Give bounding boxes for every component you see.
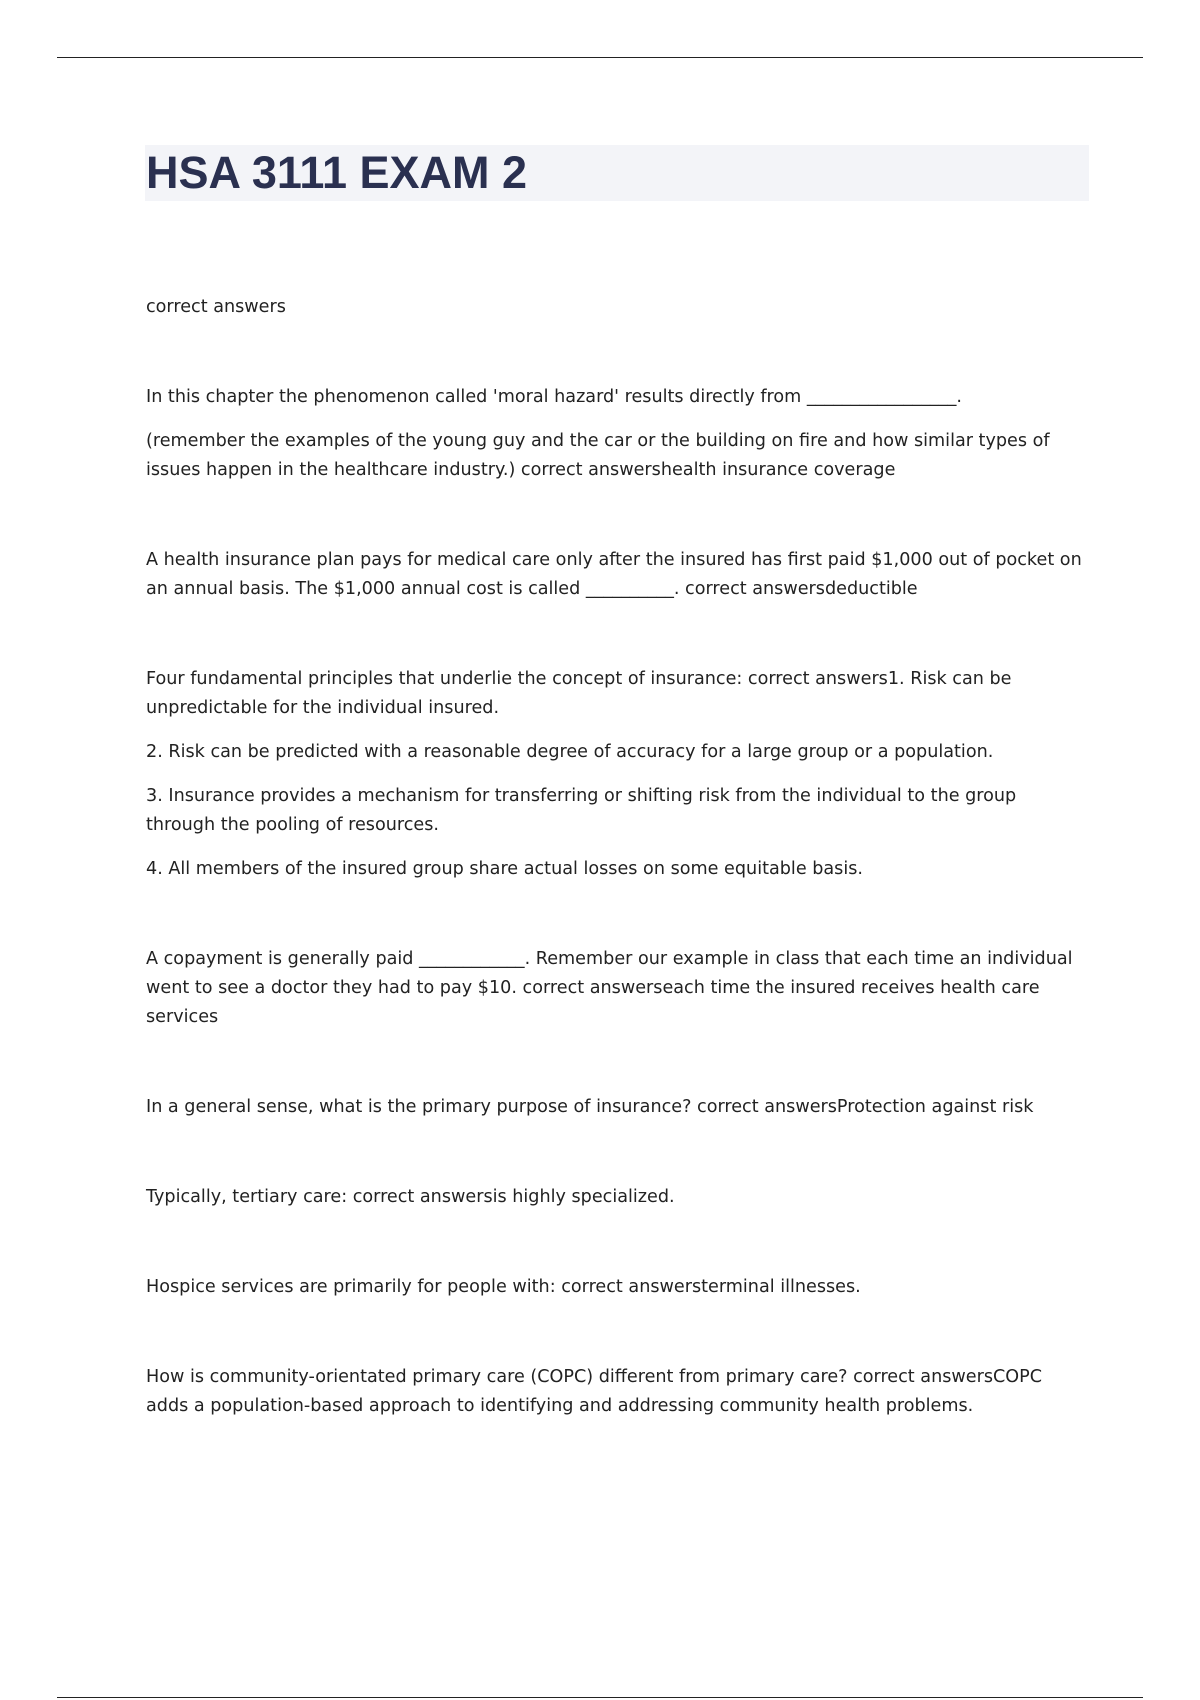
qa-question: Four fundamental principles that underlie the concept of insurance: correct answers1. Risk can be unpredictable for the individual insured.	[146, 669, 1012, 718]
qa-question: A copayment is generally paid ____________. Remember our example in class that each time an individual went to see a doctor they had to pay $10. correct answerseach time the insured receives health care services	[146, 949, 1073, 1027]
qa-item-insurance-principles	[146, 665, 1086, 884]
bottom-rule	[57, 1697, 1143, 1698]
qa-question: In a general sense, what is the primary purpose of insurance? correct answersProtection against risk	[146, 1097, 1034, 1117]
qa-item-deductible	[146, 546, 1086, 604]
qa-question: Typically, tertiary care: correct answersis highly specialized.	[146, 1187, 675, 1207]
qa-principle-2: 2. Risk can be predicted with a reasonable degree of accuracy for a large group or a population.	[146, 742, 994, 762]
document-subtitle: correct answers	[146, 297, 286, 317]
qa-question-note: (remember the examples of the young guy and the car or the building on fire and how similar types of issues happen in the healthcare industry.) correct answershealth insurance coverage	[146, 431, 1050, 480]
qa-item-copc	[146, 1363, 1086, 1421]
document-title: HSA 3111 EXAM 2	[146, 147, 528, 198]
qa-principle-4: 4. All members of the insured group share actual losses on some equitable basis.	[146, 859, 863, 879]
qa-item-purpose-of-insurance	[146, 1093, 1086, 1122]
qa-item-moral-hazard	[146, 383, 1086, 485]
qa-question: A health insurance plan pays for medical care only after the insured has first paid $1,000 out of pocket on an annual basis. The $1,000 annual cost is called __________. correct answersdeductible	[146, 550, 1082, 599]
document-body	[146, 293, 1086, 1421]
qa-item-copayment	[146, 945, 1086, 1032]
qa-item-tertiary-care	[146, 1183, 1086, 1212]
qa-principle-3: 3. Insurance provides a mechanism for transferring or shifting risk from the individual to the group through the pooling of resources.	[146, 786, 1017, 835]
qa-item-hospice	[146, 1273, 1086, 1302]
qa-question: How is community-orientated primary care (COPC) different from primary care? correct answersCOPC adds a population-based approach to identifying and addressing community health problems.	[146, 1367, 1043, 1416]
top-rule	[57, 57, 1143, 58]
qa-question: In this chapter the phenomenon called 'moral hazard' results directly from _________________.	[146, 387, 963, 407]
qa-question: Hospice services are primarily for people with: correct answersterminal illnesses.	[146, 1277, 861, 1297]
